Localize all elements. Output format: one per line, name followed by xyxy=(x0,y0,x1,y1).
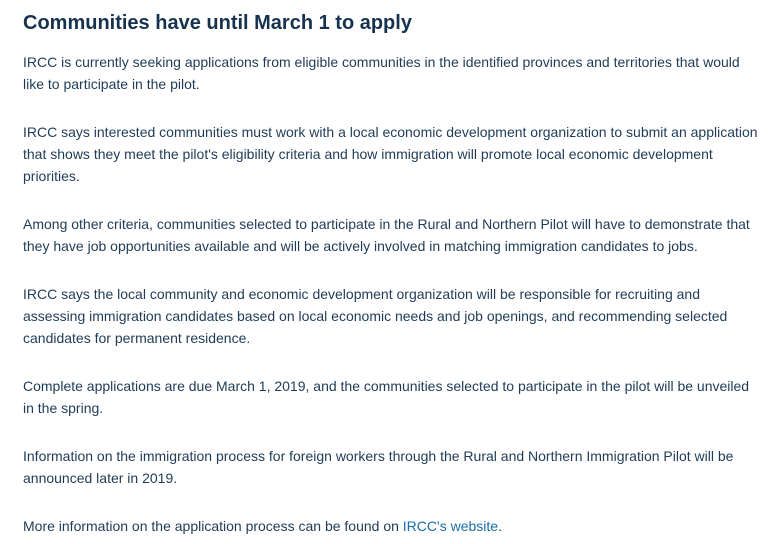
paragraph-organization-responsibilities: IRCC says the local community and economic development organization will be responsible for recruiting and assessing immigration candidates based on local economic needs and job openings, and recommending selected candidates for permanent residence. xyxy=(23,286,728,346)
paragraph-application-requirements: IRCC says interested communities must work with a local economic development organization to submit an application that shows they meet the pilot's eligibility criteria and how immigration will promote local economic development priorities. xyxy=(23,124,758,184)
section-heading: Communities have until March 1 to apply xyxy=(23,12,412,34)
more-information-suffix: . xyxy=(498,518,502,534)
paragraph-deadline: Complete applications are due March 1, 2019, and the communities selected to participate in the pilot will be unveiled in the spring. xyxy=(23,378,750,416)
more-information-prefix: More information on the application process can be found on xyxy=(23,518,403,534)
paragraph-more-information xyxy=(23,515,758,537)
paragraph-future-information: Information on the immigration process for foreign workers through the Rural and Northern Immigration Pilot will be announced later in 2019. xyxy=(23,448,734,486)
paragraph-seeking-applications: IRCC is currently seeking applications from eligible communities in the identified provinces and territories that would like to participate in the pilot. xyxy=(23,54,740,92)
article-body xyxy=(23,0,758,537)
ircc-website-link[interactable]: IRCC's website xyxy=(402,518,499,534)
paragraph-selection-criteria: Among other criteria, communities selected to participate in the Rural and Northern Pilot will have to demonstrate that they have job opportunities available and will be actively involved in matching immigration candidates to jobs. xyxy=(23,216,750,254)
